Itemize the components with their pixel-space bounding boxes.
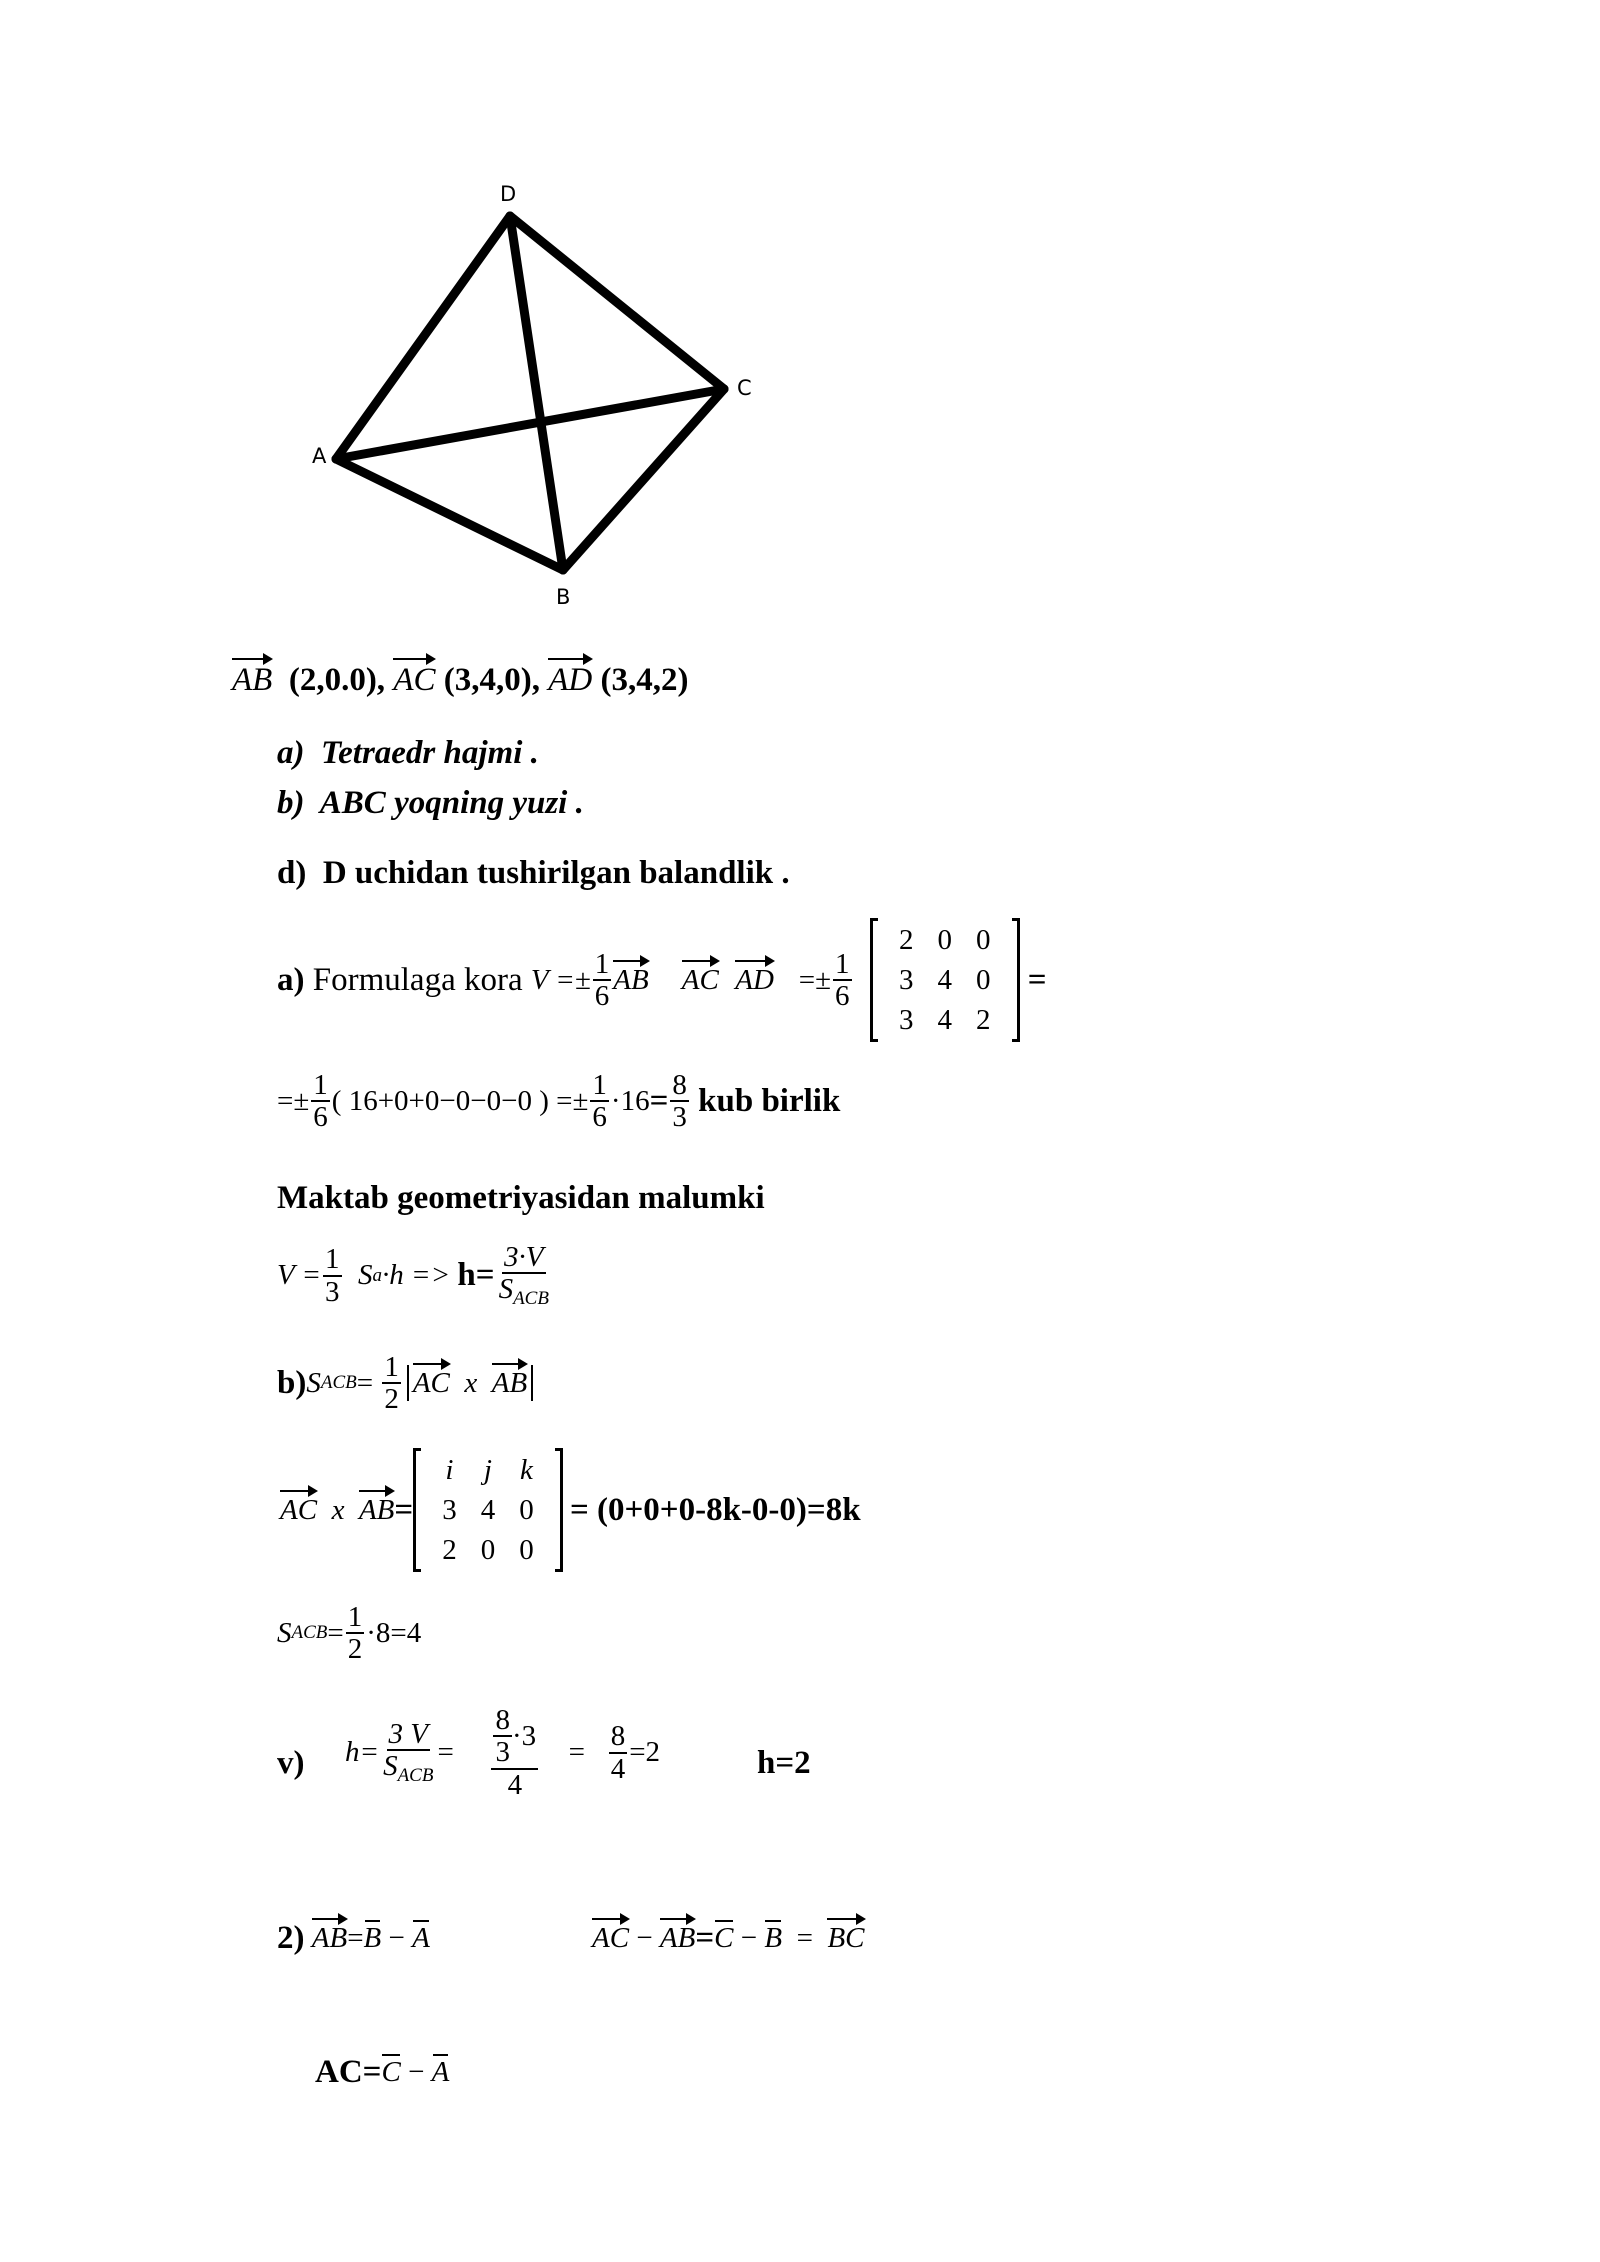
fraction-one-sixth: $\frac{1}{6}$ — [594, 947, 610, 1012]
fraction-eight-thirds: $\frac{8}{3}$ — [672, 1069, 687, 1134]
vector-ac: AC — [412, 1366, 450, 1399]
fraction-eight-fourths: $\frac{8}{4}$ — [610, 1720, 626, 1785]
coords-ab: (2,0.0), — [288, 662, 386, 698]
vector-ab: AB — [659, 1922, 696, 1954]
vertex-label-a: A — [312, 444, 327, 468]
fraction-one-sixth-2: $\frac{1}{6}$ — [835, 947, 850, 1012]
solution-a-result: =± $\frac{1}{6}$ ( 16+0+0−0−0−0 ) =± $\frac{1}{6}$ ·16 = $\frac{8}{3}$ kub birlik — [277, 1069, 841, 1134]
determinant-matrix: 2 0 0 3 4 0 3 4 2 — [870, 918, 1020, 1042]
edge-da — [336, 216, 510, 459]
cross-product-matrix: i j k 3 4 0 2 0 0 — [413, 1448, 563, 1572]
solution-b-line: b) S ACB = $\frac{1}{2}$ AC x AB — [277, 1352, 537, 1415]
point-b: B — [363, 1922, 382, 1954]
part2-difference: AC − AB = C − B = BC — [592, 1920, 865, 1956]
task-a: a) Tetraedr hajmi . — [277, 735, 539, 771]
vector-ac: AC — [681, 963, 719, 996]
vertex-label-d: D — [500, 182, 517, 206]
given-vectors — [232, 662, 688, 699]
solution-v-label: v) — [277, 1745, 305, 1781]
vector-ab: AB — [358, 1493, 395, 1526]
fraction-one-sixth: $\frac{1}{6}$ — [313, 1069, 328, 1134]
vector-ad: AD — [548, 662, 593, 698]
complex-fraction: $\frac{8}{3}$ ·3 4 — [485, 1705, 545, 1800]
vector-ab: AB — [613, 963, 649, 996]
area-result: S ACB = $\frac{1}{2}$ ·8=4 — [277, 1601, 422, 1666]
point-c: C — [381, 2056, 401, 2088]
point-b: B — [764, 1922, 783, 1954]
coords-ac: (3,4,0), — [443, 662, 540, 698]
height-formula: h= $\frac{3 V}{S_{ACB}}$ = $\frac{8}{3}$ ·3 4 = $\frac{8}{4}$ =2 — [345, 1704, 661, 1801]
fraction-3v-over-s: $\frac{3 V}{S_{ACB}}$ — [383, 1717, 434, 1787]
vector-ab: AB — [232, 662, 273, 698]
vector-ab: AB — [311, 1922, 348, 1954]
point-c: C — [714, 1922, 734, 1954]
vector-ac: AC — [393, 662, 436, 698]
vertex-label-c: C — [737, 376, 752, 400]
ac-line: AC= C − A — [315, 2054, 450, 2090]
coords-ad: (3,4,2) — [600, 662, 689, 698]
school-heading: Maktab geometriyasidan malumki — [277, 1180, 765, 1216]
vector-bc: BC — [827, 1922, 865, 1954]
vector-ab: AB — [491, 1366, 528, 1399]
edge-db — [510, 216, 563, 570]
task-b: b) ABC yoqning yuzi . — [277, 785, 584, 821]
fraction-one-third: $\frac{1}{3}$ — [325, 1243, 340, 1308]
vector-ac: AC — [280, 1493, 318, 1526]
solution-a-line: a) Formulaga kora V =± $\frac{1}{6}$ AB AC AD =± $\frac{1}{6}$ 2 0 0 3 4 0 3 4 2 = — [277, 918, 1047, 1042]
fraction-one-half: $\frac{1}{2}$ — [347, 1601, 363, 1666]
task-d: d) D uchidan tushirilgan balandlik . — [277, 855, 790, 891]
part2-line: 2) AB = B − A — [277, 1920, 430, 1956]
vertex-label-b: B — [556, 585, 571, 609]
tetrahedron-figure — [300, 170, 780, 620]
fraction-one-sixth-2: $\frac{1}{6}$ — [592, 1069, 607, 1134]
volume-formula: V = $\frac{1}{3}$ S a ·h => h= $\frac{3\cdot V}{S_{ACB}}$ — [277, 1241, 549, 1310]
height-answer: h=2 — [757, 1745, 811, 1781]
vector-ac: AC — [592, 1922, 630, 1954]
vector-ad: AD — [735, 963, 774, 996]
fraction-height: $\frac{3\cdot V}{S_{ACB}}$ — [498, 1241, 549, 1310]
edge-ab — [336, 459, 563, 570]
point-a: A — [431, 2056, 450, 2088]
edge-dc — [510, 216, 724, 389]
point-a: A — [412, 1922, 430, 1954]
cross-product-line: AC x AB = i j k 3 4 0 2 0 0 = (0+0+0-8k-0-0)=8k — [280, 1448, 861, 1572]
fraction-one-half: $\frac{1}{2}$ — [384, 1351, 399, 1416]
